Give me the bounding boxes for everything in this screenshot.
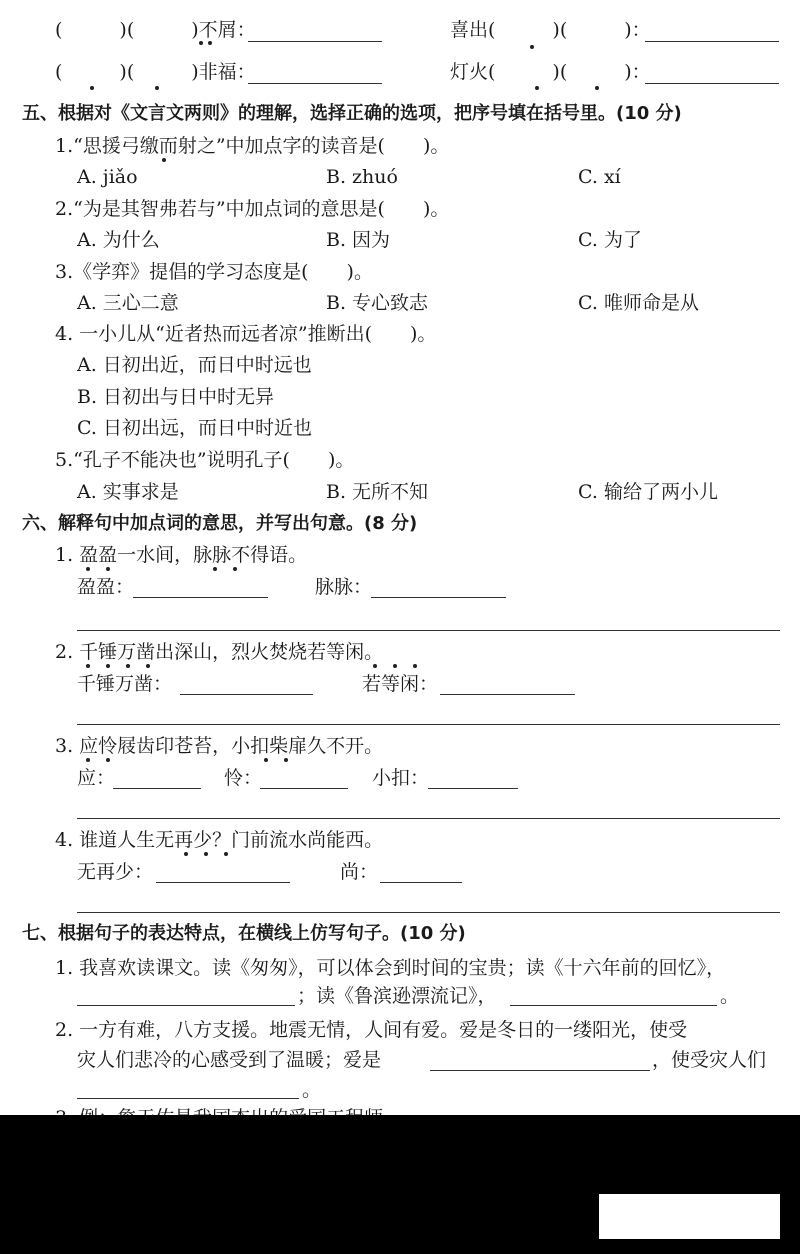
answer-line[interactable] [77,1005,295,1006]
emphasis-dot [106,758,110,762]
s5-q4-option-b[interactable]: B. 日初出与日中时无异 [77,386,275,408]
answer-line[interactable] [645,83,779,84]
answer-line[interactable] [248,83,382,84]
s5-q3-option-a[interactable]: A. 三心二意 [77,292,179,314]
answer-line[interactable] [248,41,382,42]
s5-q4-option-c[interactable]: C. 日初出远，而日中时近也 [77,417,312,439]
emphasis-dot [86,567,90,571]
s5-q2-option-b[interactable]: B. 因为 [326,229,391,251]
answer-line[interactable] [133,597,268,598]
answer-line[interactable] [260,788,348,789]
emphasis-dot [264,758,268,762]
s5-question-4: 4. 一小儿从“近者热而远者凉”推断出( )。 [55,323,437,345]
emphasis-dot [213,567,217,571]
emphasis-dot [393,664,397,668]
s5-q5-option-c[interactable]: C. 输给了两小儿 [578,481,718,503]
answer-line[interactable] [180,694,313,695]
s5-q1-option-c[interactable]: C. xí [578,166,621,188]
s7-question-1-line-2: ；读《鲁滨逊漂流记》， [297,985,497,1007]
s5-question-5: 5.“孔子不能决也”说明孔子( )。 [55,449,355,471]
s5-question-1: 1.“思援弓缴而射之”中加点字的读音是( )。 [55,135,450,157]
emphasis-dot [146,664,150,668]
answer-line[interactable] [77,1098,299,1099]
s7-question-2-line-1: 2. 一方有难，八方支援。地震无情，人间有爱。爱是冬日的一缕阳光，使受 [55,1019,688,1041]
s6-question-2: 2. 千锤万凿出深山，烈火焚烧若等闲。 [55,641,384,663]
emphasis-dot [535,86,539,90]
emphasis-dot [284,758,288,762]
emphasis-dot [86,664,90,668]
emphasis-dot [199,41,203,45]
s6-q2-term-a: 千锤万凿： [77,673,173,695]
emphasis-dot [162,158,166,162]
emphasis-dot [155,86,159,90]
answer-line[interactable] [371,597,506,598]
answer-line[interactable] [113,788,201,789]
sentence-answer-line[interactable] [77,912,780,913]
s5-q2-option-a[interactable]: A. 为什么 [77,229,160,251]
s6-q1-term-b: 脉脉： [315,576,373,598]
emphasis-dot [90,86,94,90]
idiom-fill-4: 灯火( )( )： [450,61,651,83]
s6-q4-term-b: 尚： [340,861,379,883]
sentence-answer-line[interactable] [77,630,780,631]
emphasis-dot [208,41,212,45]
answer-line[interactable] [440,694,575,695]
section-7-heading: 七、根据句子的表达特点，在横线上仿写句子。(10 分) [22,923,466,944]
emphasis-dot [413,664,417,668]
emphasis-dot [86,758,90,762]
s6-question-4: 4. 谁道人生无再少？门前流水尚能西。 [55,829,384,851]
white-box [599,1194,780,1239]
s7-question-2-line-2a: 灾人们悲冷的心感受到了温暖；爱是 [77,1049,382,1071]
s5-q1-option-b[interactable]: B. zhuó [326,166,398,188]
s5-q2-option-c[interactable]: C. 为了 [578,229,642,251]
sentence-answer-line[interactable] [77,724,780,725]
idiom-fill-3: ( )( )非福： [55,61,256,83]
s7-q2-period: 。 [302,1079,322,1101]
idiom-fill-2: 喜出( )( )： [450,19,651,41]
sentence-answer-line[interactable] [77,818,780,819]
emphasis-dot [204,852,208,856]
s5-q4-option-a[interactable]: A. 日初出近，而日中时远也 [77,354,312,376]
s6-q3-term-b: 怜： [224,767,263,789]
emphasis-dot [530,45,534,49]
emphasis-dot [224,852,228,856]
s6-q4-term-a: 无再少： [77,861,154,883]
section-6-heading: 六、解释句中加点词的意思，并写出句意。(8 分) [22,513,418,534]
s7-question-1-line-1: 1. 我喜欢读课文。读《匆匆》，可以体会到时间的宝贵；读《十六年前的回忆》， [55,957,726,979]
emphasis-dot [233,567,237,571]
s5-q1-option-a[interactable]: A. jiǎo [77,166,138,188]
answer-line[interactable] [645,41,779,42]
emphasis-dot [373,664,377,668]
section-5-heading: 五、根据对《文言文两则》的理解，选择正确的选项，把序号填在括号里。(10 分) [22,103,682,124]
answer-line[interactable] [428,788,518,789]
emphasis-dot [106,567,110,571]
s5-q5-option-a[interactable]: A. 实事求是 [77,481,179,503]
emphasis-dot [106,664,110,668]
s5-q3-option-b[interactable]: B. 专心致志 [326,292,429,314]
s6-question-3: 3. 应怜屐齿印苍苔，小扣柴扉久不开。 [55,735,384,757]
answer-line[interactable] [430,1070,650,1071]
s6-q2-term-b: 若等闲： [362,673,439,695]
answer-line[interactable] [156,882,290,883]
emphasis-dot [126,664,130,668]
answer-line[interactable] [380,882,462,883]
emphasis-dot [595,86,599,90]
s7-q1-period: 。 [720,985,740,1007]
s6-question-1: 1. 盈盈一水间，脉脉不得语。 [55,544,308,566]
s6-q1-term-a: 盈盈： [77,576,135,598]
s5-q5-option-b[interactable]: B. 无所不知 [326,481,429,503]
s7-question-2-line-2b: ，使受灾人们 [652,1049,767,1071]
emphasis-dot [184,852,188,856]
s6-q3-term-c: 小扣： [372,767,430,789]
s6-q3-term-a: 应： [77,767,116,789]
s5-q3-option-c[interactable]: C. 唯师命是从 [578,292,699,314]
answer-line[interactable] [510,1005,717,1006]
idiom-fill-1: ( )( )不屑： [55,19,256,41]
s5-question-3: 3.《学弈》提倡的学习态度是( )。 [55,261,373,283]
s5-question-2: 2.“为是其智弗若与”中加点词的意思是( )。 [55,198,450,220]
